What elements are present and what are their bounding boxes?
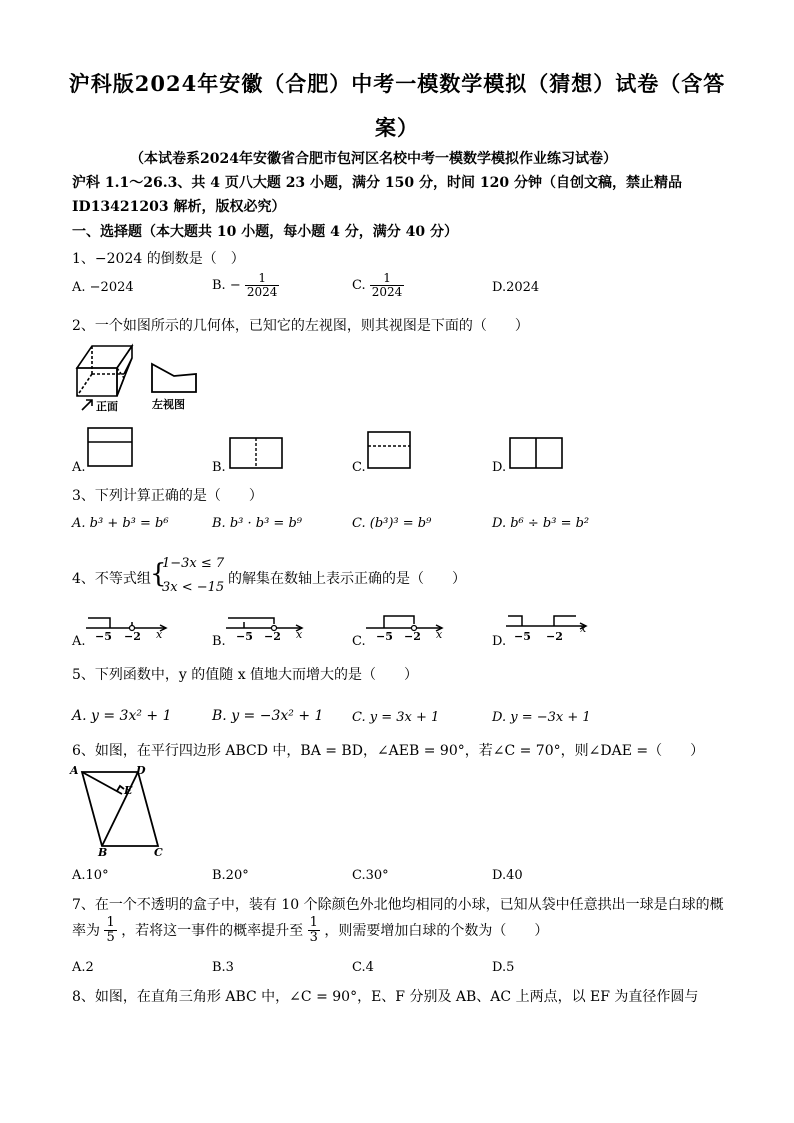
q2-option-d-figure	[508, 436, 568, 472]
exam-note: （本试卷系2024年安徽省合肥市包河区名校中考一模数学模拟作业练习试卷）	[130, 151, 617, 167]
q4-c-tick-2: −2	[404, 630, 421, 643]
question-6-stem: 6、如图，在平行四边形 ABCD 中，BA = BD，∠AEB = 90°，若∠C = 70°，则∠DAE =（ ）	[72, 743, 705, 759]
exam-scope-continued: ID13421203 解析，版权必究）	[72, 199, 286, 215]
q4-d-tick-2: −2	[546, 630, 563, 643]
q4-b-axis: x	[296, 628, 303, 641]
question-3-stem: 3、下列计算正确的是（ ）	[72, 488, 263, 504]
q4-option-d: D.	[492, 634, 507, 649]
q6-label-a: A	[70, 764, 79, 777]
q3-option-b: B. b³ · b³ = b⁹	[212, 516, 302, 531]
q7-stem-mid: ，若将这一事件的概率提升至	[121, 922, 304, 939]
q5-option-b: B. y = −3x² + 1	[212, 708, 324, 724]
q7-option-b: B.3	[212, 960, 234, 975]
q2-front-label: 正面	[96, 400, 118, 413]
q3-option-a: A. b³ + b³ = b⁶	[72, 516, 169, 531]
q4-a-axis: x	[156, 628, 163, 641]
question-5-stem: 5、下列函数中，y 的值随 x 值地大而增大的是（ ）	[72, 667, 419, 683]
q6-option-b: B.20°	[212, 868, 249, 883]
q6-option-d: D.40	[492, 868, 523, 883]
q7-stem-prefix: 率为	[72, 922, 100, 939]
q1-option-d: D.2024	[492, 280, 540, 295]
q7-option-a: A.2	[72, 960, 94, 975]
q2-option-a: A.	[72, 460, 86, 475]
q6-option-a: A.10°	[72, 868, 109, 883]
question-4-suffix: 的解集在数轴上表示正确的是（ ）	[228, 571, 466, 587]
q1-option-c	[352, 272, 404, 299]
q6-option-c: C.30°	[352, 868, 389, 883]
q7-stem-suffix: ，则需要增加白球的个数为（ ）	[324, 922, 549, 939]
page-title-continued: 案）	[375, 115, 419, 140]
q2-option-c: C.	[352, 460, 366, 475]
exam-scope: 沪科 1.1～26.3、共 4 页八大题 23 小题，满分 150 分，时间 120 分钟（自创文稿，禁止精品	[72, 175, 682, 191]
q1-option-b-fraction: $\frac{1}{2024}$	[246, 271, 278, 300]
q4-d-axis: x	[580, 622, 587, 635]
q5-option-c: C. y = 3x + 1	[352, 710, 440, 725]
q6-label-c: C	[154, 846, 163, 859]
question-1-stem: 1、−2024 的倒数是（ ）	[72, 251, 245, 267]
q4-inequality-2: 3x < −15	[162, 580, 225, 595]
q1-option-b	[212, 272, 279, 299]
q1-option-a: A. −2024	[72, 280, 134, 295]
q4-a-tick-2: −2	[124, 630, 141, 643]
q6-label-d: D	[136, 764, 146, 777]
q6-label-b: B	[98, 846, 108, 859]
q4-c-tick-1: −5	[376, 630, 393, 643]
question-2-stem: 2、一个如图所示的几何体，已知它的左视图，则其视图是下面的（ ）	[72, 318, 529, 334]
q2-option-b-figure	[228, 436, 288, 472]
question-7-stem-line2	[72, 916, 548, 946]
q7-fraction-2: $\frac{1}{3}$	[309, 915, 318, 946]
q4-option-a: A.	[72, 634, 86, 649]
q1-option-c-fraction: $\frac{1}{2024}$	[371, 271, 403, 300]
page-title: 沪科版2024年安徽（合肥）中考一模数学模拟（猜想）试卷（含答	[68, 71, 726, 96]
q2-option-a-figure	[86, 426, 136, 471]
q3-option-c: C. (b³)³ = b⁹	[352, 516, 432, 531]
q2-left-view-label: 左视图	[152, 398, 185, 411]
q4-inequality-1: 1−3x ≤ 7	[162, 556, 225, 571]
q4-a-tick-1: −5	[95, 630, 112, 643]
q4-c-axis: x	[436, 628, 443, 641]
question-8-stem: 8、如图，在直角三角形 ABC 中，∠C = 90°，E、F 分别及 AB、AC 上两点，以 EF 为直径作圆与	[72, 989, 699, 1005]
question-4-prefix: 4、不等式组	[72, 571, 151, 587]
q3-option-d: D. b⁶ ÷ b³ = b²	[492, 516, 590, 531]
section-heading: 一、选择题（本大题共 10 小题，每小题 4 分，满分 40 分）	[72, 224, 458, 240]
q6-label-e: E	[124, 784, 133, 797]
q5-option-a: A. y = 3x² + 1	[72, 708, 172, 724]
q1-option-b-label: B. −	[212, 278, 241, 294]
q4-option-b: B.	[212, 634, 226, 649]
q4-option-c: C.	[352, 634, 366, 649]
q4-brace: {	[150, 559, 167, 589]
q4-b-tick-1: −5	[236, 630, 253, 643]
q2-left-view-figure	[150, 362, 210, 394]
q4-b-tick-2: −2	[264, 630, 281, 643]
q2-option-d: D.	[492, 460, 507, 475]
q7-option-d: D.5	[492, 960, 515, 975]
q2-option-b: B.	[212, 460, 226, 475]
q5-option-d: D. y = −3x + 1	[492, 710, 591, 725]
q7-fraction-1: $\frac{1}{5}$	[106, 915, 115, 946]
q7-option-c: C.4	[352, 960, 374, 975]
q1-option-c-label: C.	[352, 278, 366, 294]
q2-option-c-figure	[366, 430, 416, 472]
question-7-stem-line1: 7、在一个不透明的盒子中，装有 10 个除颜色外北他均相同的小球，已知从袋中任意拱出一球是白球的概	[72, 897, 724, 913]
q4-d-tick-1: −5	[514, 630, 531, 643]
